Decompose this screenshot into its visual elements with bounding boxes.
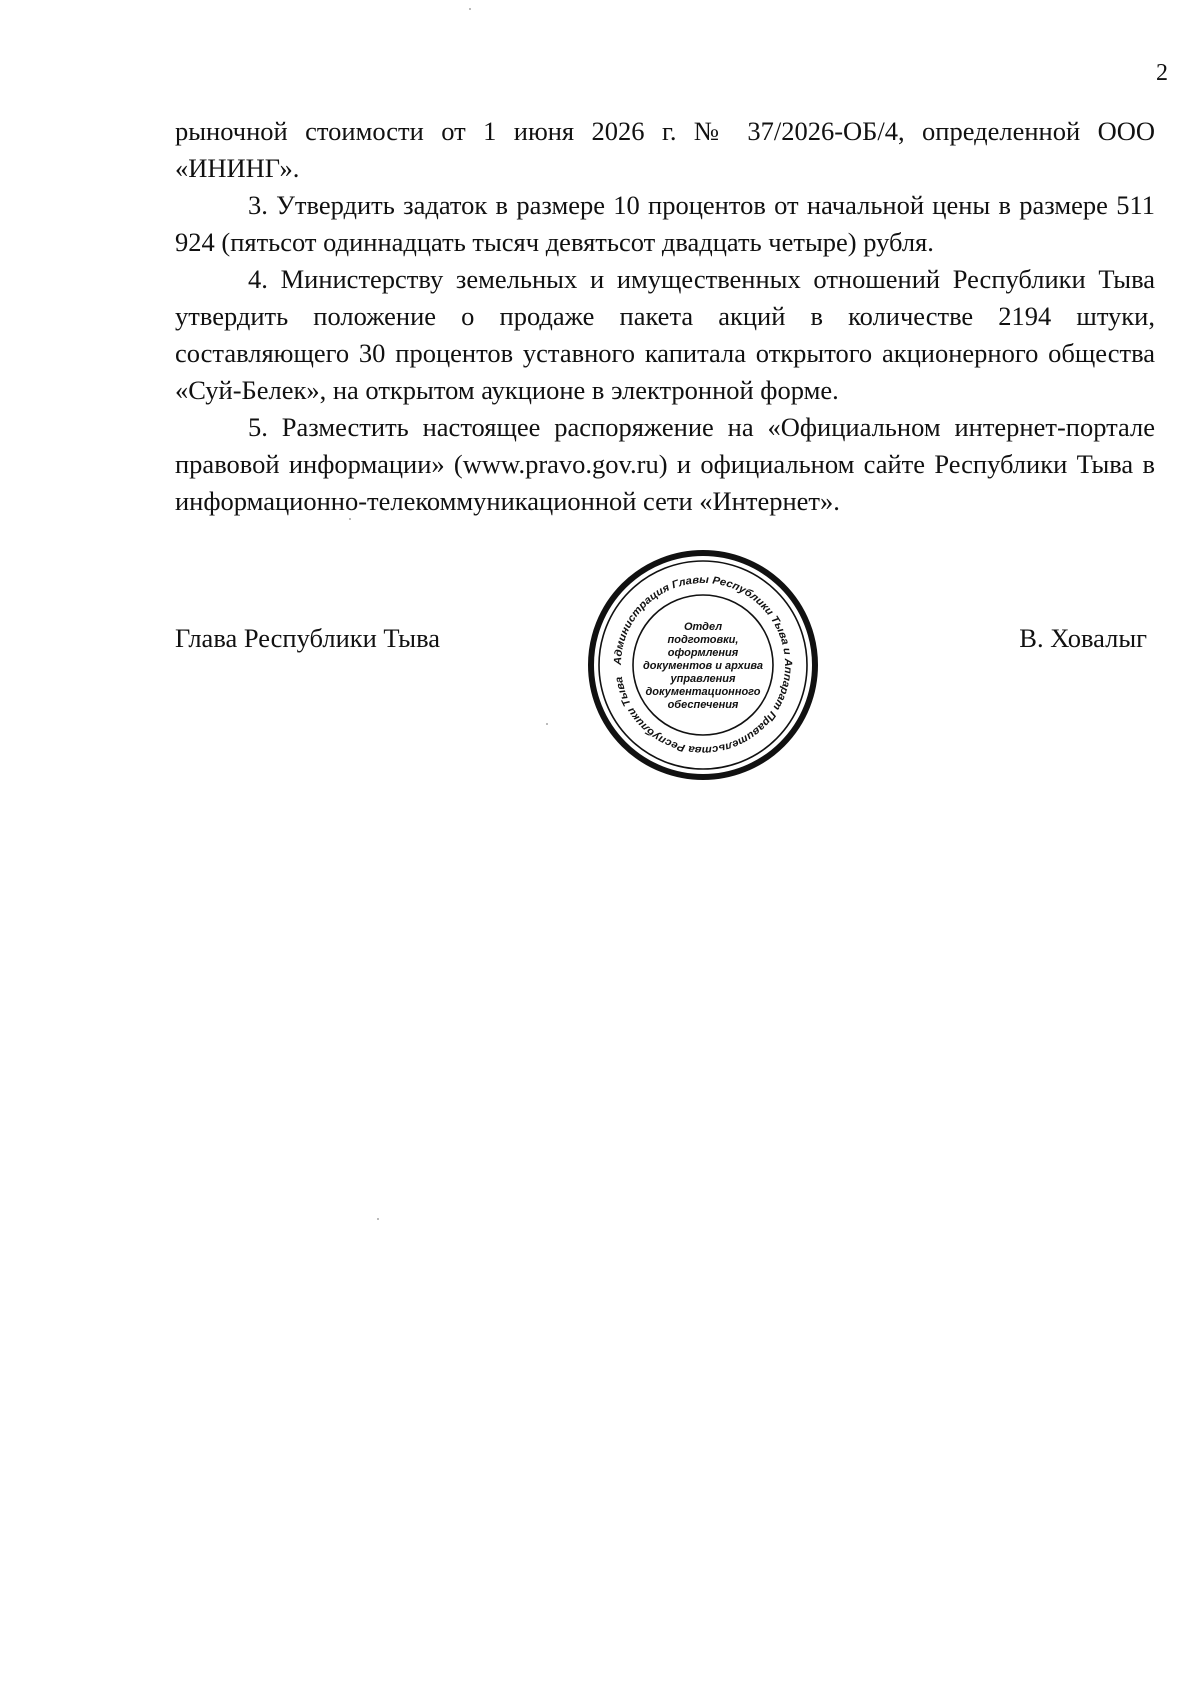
scan-speck xyxy=(349,518,351,520)
signatory-title: Глава Республики Тыва xyxy=(175,623,441,653)
seal-center-line: обеспечения xyxy=(667,699,739,711)
seal-center-line: оформления xyxy=(667,647,739,659)
paragraph-item-5: 5. Разместить настоящее распоряжение на «Официальном интернет-портале правовой информации» (www.pravo.gov.ru) и официальном сайте Республики Тыва в информационно-телекоммуникационной сети «Интернет». xyxy=(175,412,1155,516)
document-body xyxy=(175,113,1155,520)
signatory-name: В. Ховалыг xyxy=(1019,623,1147,653)
paragraph-continuation: рыночной стоимости от 1 июня 2026 г. № 37/2026-ОБ/4, определенной ООО «ИНИНГ». xyxy=(175,116,1155,183)
seal-graphic xyxy=(583,545,823,785)
paragraph-item-4: 4. Министерству земельных и имущественных отношений Республики Тыва утвердить положение о продаже пакета акций в количестве 2194 штуки, составляющего 30 процентов уставного капитала открытого акционерного общества «Суй-Белек», на открытом аукционе в электронной форме. xyxy=(175,264,1155,405)
official-seal-stamp xyxy=(583,545,823,785)
scan-speck xyxy=(546,723,548,725)
seal-center-line: Отдел xyxy=(683,621,723,633)
seal-center-line: документов и архива xyxy=(642,660,764,672)
seal-ring-text: Администрация Главы Республики Тыва и Аппарат Правительства Республики Тыва xyxy=(611,573,795,757)
scan-speck xyxy=(377,1218,379,1220)
page-number: 2 xyxy=(1156,60,1168,86)
seal-center-line: подготовки, xyxy=(667,634,739,646)
paragraph-item-3: 3. Утвердить задаток в размере 10 процентов от начальной цены в размере 511 924 (пятьсот одиннадцать тысяч девятьсот двадцать четыре) рубля. xyxy=(175,190,1155,257)
scan-speck xyxy=(469,8,471,10)
seal-center-text xyxy=(643,621,763,711)
seal-center-line: управления xyxy=(670,673,736,685)
seal-center-line: документационного xyxy=(645,686,761,698)
